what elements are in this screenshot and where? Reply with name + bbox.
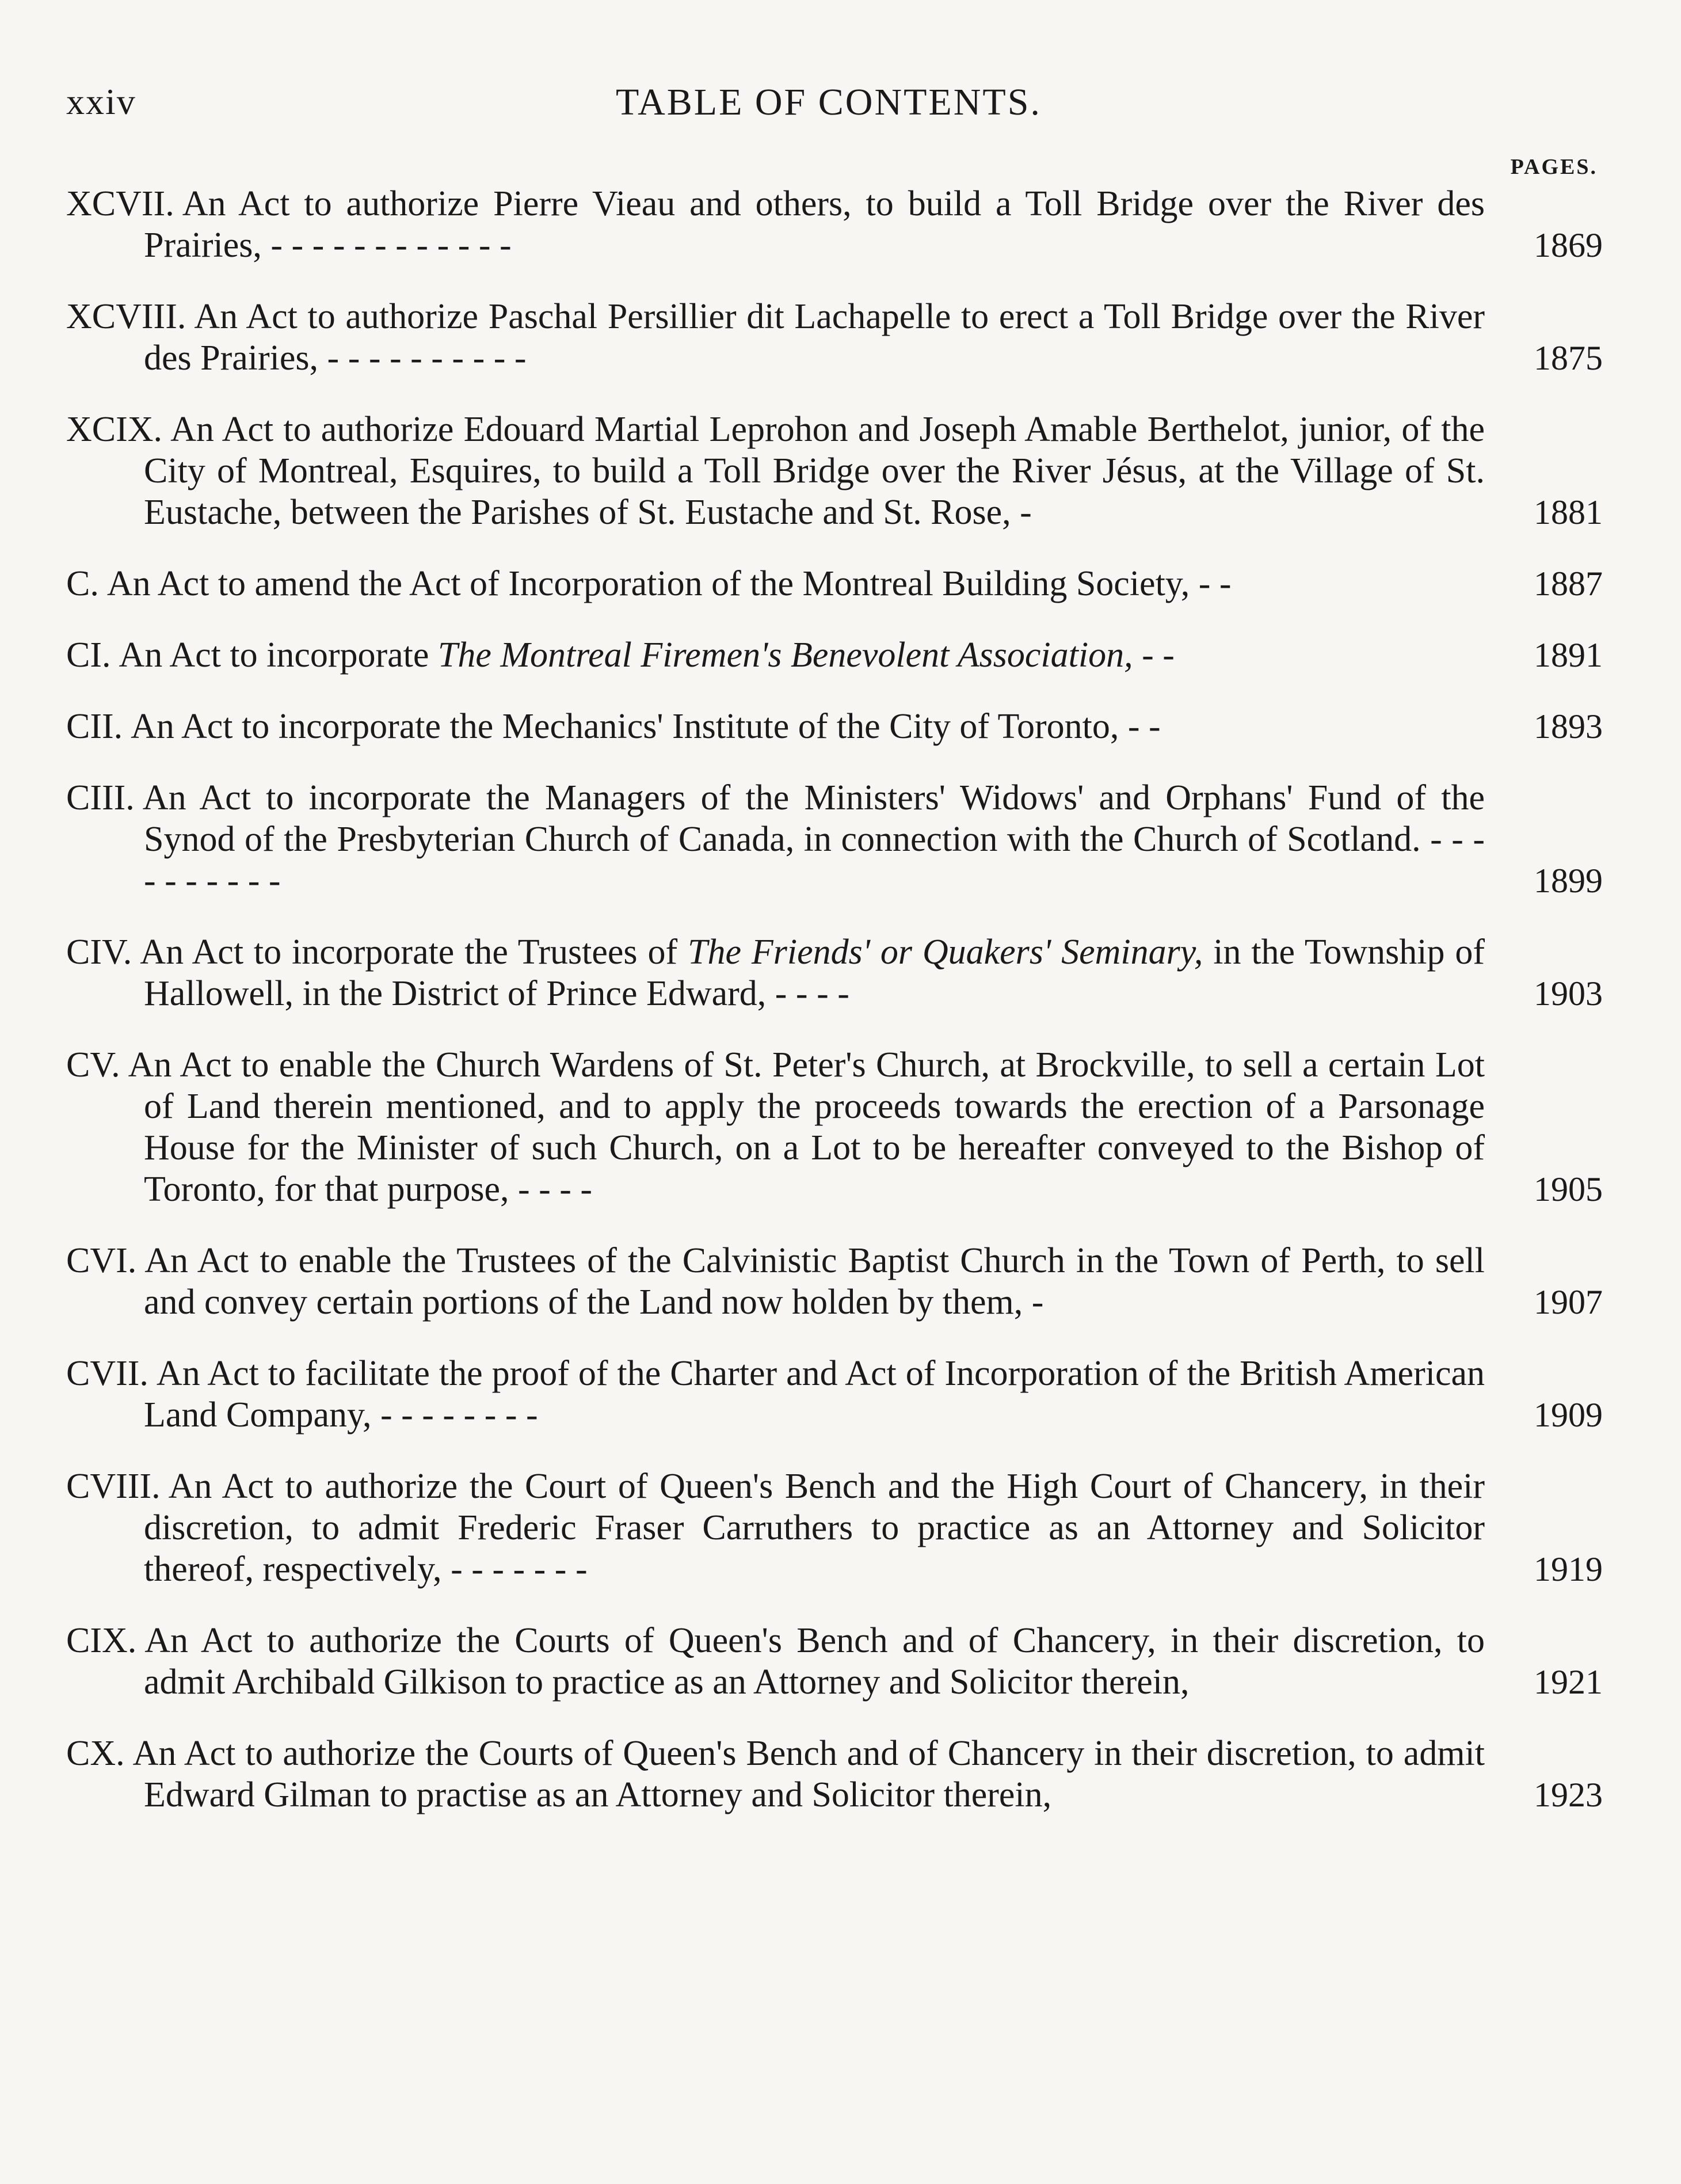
page-reference: 1881 xyxy=(1534,493,1603,531)
act-title: An Act to incorporate the Managers of the Ministers' Widows' and Orphans' Fund of the Synod of the Presbyterian Church of Canada, in connection with the Church of Scotland. xyxy=(142,778,1485,859)
contents-entry xyxy=(66,1466,1603,1590)
page-reference: 1903 xyxy=(1534,975,1603,1013)
act-title-italic: The Friends' or Quakers' Seminary, xyxy=(687,933,1203,972)
entry-text xyxy=(66,1353,1485,1436)
entry-text xyxy=(66,931,1485,1014)
act-title-italic: The Montreal Firemen's Benevolent Association, xyxy=(437,636,1133,675)
page-reference: 1875 xyxy=(1534,339,1603,377)
act-title: An Act to amend the Act of Incorporation of the Montreal Building Society, xyxy=(106,564,1190,603)
dot-leader: - - - - - - - - - - xyxy=(327,338,527,378)
entry-text xyxy=(66,1240,1485,1323)
page-reference: 1919 xyxy=(1534,1550,1603,1588)
dot-leader: - - xyxy=(1198,564,1232,603)
page-reference: 1869 xyxy=(1534,226,1603,264)
contents-entry xyxy=(66,1044,1603,1210)
act-title: An Act to incorporate the Trustees of xyxy=(140,933,678,972)
page-reference: 1891 xyxy=(1534,636,1603,674)
act-number: CIX. xyxy=(66,1621,137,1660)
pages-column-label: PAGES. xyxy=(1510,155,1598,179)
contents-list xyxy=(66,183,1603,1846)
entry-text xyxy=(66,1466,1485,1590)
contents-entry xyxy=(66,296,1603,379)
act-title: An Act to incorporate xyxy=(119,636,429,675)
entry-text xyxy=(66,563,1485,604)
act-number: CX. xyxy=(66,1734,125,1773)
page-reference: 1893 xyxy=(1534,707,1603,745)
page-reference: 1899 xyxy=(1534,862,1603,900)
dot-leader: - - xyxy=(1142,636,1175,675)
page-reference: 1921 xyxy=(1534,1663,1603,1701)
contents-entry xyxy=(66,634,1603,676)
act-title: An Act to authorize Edouard Martial Leprohon and Joseph Amable Berthelot, junior, of the City of Montreal, Esquires, to build a Toll Bridge over the River Jésus, at the Village of St. Eustache, between the Parishes of St. Eustache and St. Rose, xyxy=(144,410,1485,532)
act-title: An Act to enable the Church Wardens of St. Peter's Church, at Brockville, to sell a certain Lot of Land therein mentioned, and to apply the proceeds towards the erection of a Parsonage House for the Minister of such Church, on a Lot to be hereafter conveyed to the Bishop of Toronto, for that purpose, xyxy=(128,1045,1485,1209)
contents-entry xyxy=(66,409,1603,533)
dot-leader: - xyxy=(1020,493,1032,532)
act-title: An Act to authorize Paschal Persillier dit Lachapelle to erect a Toll Bridge over the River des Prairies, xyxy=(144,297,1485,378)
entry-text xyxy=(66,1733,1485,1816)
act-number: XCVII. xyxy=(66,184,174,223)
entry-text xyxy=(66,706,1485,747)
contents-entry xyxy=(66,183,1603,266)
entry-text xyxy=(66,183,1485,266)
dot-leader: - - - - - - - - xyxy=(380,1395,538,1435)
contents-entry xyxy=(66,1353,1603,1436)
act-number: CI. xyxy=(66,636,111,675)
dot-leader: - - - - - - - - - - xyxy=(144,820,1485,900)
act-title: An Act to authorize the Court of Queen's Bench and the High Court of Chancery, in their discretion, to admit Frederic Fraser Carruthers to practice as an Attorney and Solicitor thereof, respectively, xyxy=(144,1467,1485,1589)
act-number: CIV. xyxy=(66,933,132,972)
entry-text xyxy=(66,634,1485,676)
act-title: An Act to authorize the Courts of Queen's Bench and of Chancery, in their discretion, to admit Archibald Gilkison to practice as an Attorney and Solicitor therein, xyxy=(144,1621,1485,1702)
contents-entry xyxy=(66,563,1603,604)
act-number: CV. xyxy=(66,1045,120,1085)
entry-text xyxy=(66,409,1485,533)
contents-entry xyxy=(66,1240,1603,1323)
page-reference: 1909 xyxy=(1534,1396,1603,1434)
contents-entry xyxy=(66,931,1603,1014)
act-number: CII. xyxy=(66,707,123,746)
dot-leader: - - - - - - - xyxy=(451,1550,588,1589)
entry-text xyxy=(66,1044,1485,1210)
act-number: CVII. xyxy=(66,1354,148,1393)
page-header xyxy=(66,81,1591,144)
act-title: An Act to enable the Trustees of the Calvinistic Baptist Church in the Town of Perth, to sell and convey certain portions of the Land now holden by them, xyxy=(144,1241,1485,1322)
dot-leader: - - - - xyxy=(517,1170,593,1209)
act-number: CIII. xyxy=(66,778,135,817)
act-number: XCIX. xyxy=(66,410,163,449)
dot-leader: - - xyxy=(1127,707,1161,746)
act-title: An Act to incorporate the Mechanics' Institute of the City of Toronto, xyxy=(131,707,1119,746)
page-title: TABLE OF CONTENTS. xyxy=(616,81,1042,123)
entry-text xyxy=(66,1620,1485,1703)
act-title: An Act to authorize the Courts of Queen's Bench and of Chancery in their discretion, to admit Edward Gilman to practise as an Attorney and Solicitor therein, xyxy=(132,1734,1485,1814)
dot-leader: - xyxy=(1031,1283,1044,1322)
page-reference: 1923 xyxy=(1534,1776,1603,1814)
contents-entry xyxy=(66,706,1603,747)
page-reference: 1905 xyxy=(1534,1170,1603,1208)
entry-text xyxy=(66,777,1485,901)
contents-entry xyxy=(66,1620,1603,1703)
act-number: CVI. xyxy=(66,1241,137,1280)
act-number: C. xyxy=(66,564,99,603)
act-number: CVIII. xyxy=(66,1467,161,1506)
page-reference: 1887 xyxy=(1534,565,1603,603)
page-reference: 1907 xyxy=(1534,1283,1603,1321)
act-title: An Act to authorize Pierre Vieau and others, to build a Toll Bridge over the River des Prairies, xyxy=(144,184,1485,265)
contents-entry xyxy=(66,1733,1603,1816)
act-title: An Act to facilitate the proof of the Charter and Act of Incorporation of the British American Land Company, xyxy=(144,1354,1485,1435)
dot-leader: - - - - - - - - - - - - xyxy=(270,226,512,265)
page-number: xxiv xyxy=(66,81,136,122)
act-title-continued: in the Township of Hallowell, in the District of Prince Edward, xyxy=(144,933,1485,1013)
act-number: XCVIII. xyxy=(66,297,186,336)
contents-entry xyxy=(66,777,1603,901)
entry-text xyxy=(66,296,1485,379)
dot-leader: - - - - xyxy=(775,974,849,1013)
